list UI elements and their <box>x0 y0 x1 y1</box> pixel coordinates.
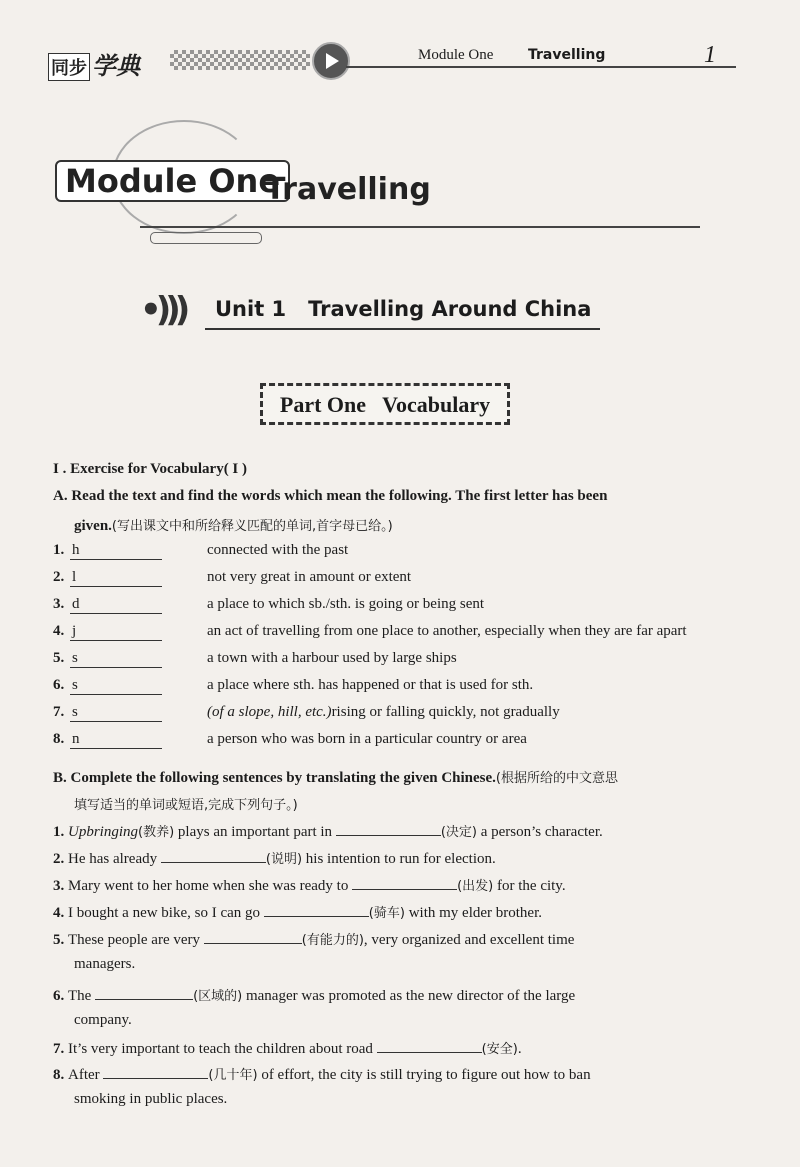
play-icon <box>312 42 350 80</box>
header-module: Module One <box>418 47 494 63</box>
item-b-sentence <box>53 929 574 949</box>
item-b-sentence <box>53 848 496 868</box>
exercise-b-instruction-line2: 填写适当的单词或短语,完成下列句子。) <box>74 798 298 813</box>
sentence-post: for the city. <box>493 878 566 894</box>
item-a-number: 8. <box>53 731 65 747</box>
definition-italic: (of a slope, hill, etc.) <box>207 704 332 720</box>
hint-cn: (安全) <box>481 1042 518 1057</box>
brand-logo <box>48 46 140 81</box>
sentence-post: a person’s character. <box>476 824 603 840</box>
module-pill-decoration <box>150 232 262 244</box>
item-a-first-letter: n <box>72 731 80 747</box>
item-b-number: 6. <box>53 988 68 1004</box>
brand-part2: 学典 <box>92 52 140 80</box>
item-a-number: 6. <box>53 677 65 693</box>
sentence-italic: Upbringing <box>68 824 139 840</box>
item-a-number: 5. <box>53 650 65 666</box>
answer-blank[interactable] <box>70 667 162 668</box>
hint-cn: (出发) <box>457 879 494 894</box>
definition-text: a person who was born in a particular country or area <box>207 731 527 747</box>
page-header <box>0 0 800 90</box>
answer-blank[interactable] <box>103 1064 208 1079</box>
sentence-pre: After <box>68 1067 104 1083</box>
sentence-pre: I bought a new bike, so I can go <box>68 905 264 921</box>
item-b-continuation: managers. <box>74 956 136 972</box>
hint-cn: (几十年) <box>208 1068 258 1083</box>
sentence-pre: plays an important part in <box>174 824 336 840</box>
answer-blank[interactable] <box>70 613 162 614</box>
definition-text: a town with a harbour used by large ships <box>207 650 457 666</box>
item-a-definition <box>207 596 484 613</box>
sentence-post: his intention to run for election. <box>302 851 496 867</box>
item-b-sentence <box>53 902 542 922</box>
answer-blank[interactable] <box>70 586 162 587</box>
page-number: 1 <box>704 42 716 68</box>
module-title-label: Module One <box>55 160 290 202</box>
answer-blank[interactable] <box>264 902 369 917</box>
item-a-number: 3. <box>53 596 65 612</box>
item-b-number: 5. <box>53 932 68 948</box>
item-a-number: 1. <box>53 542 65 558</box>
unit-rule <box>205 328 600 330</box>
item-a-first-letter: s <box>72 677 78 693</box>
instruction-b-cn: (根据所给的中文意思 <box>495 771 618 786</box>
definition-text: rising or falling quickly, not gradually <box>331 704 560 720</box>
answer-blank[interactable] <box>204 929 302 944</box>
exercise-a-instruction-line2 <box>74 515 393 535</box>
sentence-pre: It’s very important to teach the children about road <box>68 1041 377 1057</box>
sentence-post: , very organized and excellent time <box>363 932 575 948</box>
sentence-pre: The <box>68 988 96 1004</box>
answer-blank[interactable] <box>161 848 266 863</box>
exercise-a-instruction: A. Read the text and find the words which mean the following. The first letter has been <box>53 488 608 504</box>
item-b-continuation: smoking in public places. <box>74 1091 228 1107</box>
instruction-cn: (写出课文中和所给释义匹配的单词,首字母已给。) <box>111 519 393 534</box>
item-a-number: 2. <box>53 569 65 585</box>
item-a-definition <box>207 650 457 667</box>
item-a-definition <box>207 569 411 586</box>
unit-title: Unit 1 Travelling Around China <box>215 297 592 321</box>
sentence-post: manager was promoted as the new director of the large <box>242 988 576 1004</box>
module-title-name: Travelling <box>265 172 431 207</box>
sentence-post: . <box>517 1041 522 1057</box>
hint-cn: (决定) <box>440 825 477 840</box>
item-a-number: 4. <box>53 623 65 639</box>
answer-blank[interactable] <box>70 559 162 560</box>
item-a-definition <box>207 542 348 559</box>
item-a-definition <box>207 731 527 748</box>
sentence-pre: Mary went to her home when she was ready to <box>68 878 353 894</box>
hint-cn: (说明) <box>265 852 303 867</box>
answer-blank[interactable] <box>70 748 162 749</box>
item-a-first-letter: h <box>72 542 80 558</box>
answer-blank[interactable] <box>70 640 162 641</box>
answer-blank[interactable] <box>95 985 193 1000</box>
item-a-first-letter: j <box>72 623 77 639</box>
hint-cn: (区域的) <box>193 989 243 1004</box>
item-b-number: 1. <box>53 824 68 840</box>
section-title: I . Exercise for Vocabulary( I ) <box>53 461 248 477</box>
item-a-first-letter: l <box>72 569 77 585</box>
definition-text: a place to which sb./sth. is going or being sent <box>207 596 485 612</box>
item-a-definition <box>207 704 560 721</box>
item-a-first-letter: s <box>72 650 78 666</box>
item-b-continuation: company. <box>74 1012 132 1028</box>
item-b-number: 2. <box>53 851 68 867</box>
answer-blank[interactable] <box>70 694 162 695</box>
item-a-first-letter: d <box>72 596 80 612</box>
item-b-sentence <box>53 985 575 1005</box>
hint-cn: (骑车) <box>368 906 405 921</box>
module-rule <box>140 226 700 228</box>
sentence-pre: He has already <box>68 851 161 867</box>
item-a-definition <box>207 677 533 694</box>
definition-text: an act of travelling from one place to another, especially when they are far apart <box>207 623 687 639</box>
item-b-number: 4. <box>53 905 68 921</box>
item-b-sentence <box>53 821 603 841</box>
exercise-b-instruction <box>53 767 618 787</box>
header-topic: Travelling <box>528 47 606 63</box>
item-b-number: 8. <box>53 1067 68 1083</box>
sentence-cn: (教养) <box>138 825 175 840</box>
item-a-first-letter: s <box>72 704 78 720</box>
part-title-box <box>260 383 510 425</box>
unit-arcs-icon: •))) <box>140 290 185 330</box>
item-a-definition <box>207 623 687 640</box>
answer-blank[interactable] <box>70 721 162 722</box>
checker-pattern <box>170 50 310 70</box>
definition-text: not very great in amount or extent <box>207 569 412 585</box>
item-a-number: 7. <box>53 704 65 720</box>
item-b-sentence <box>53 1064 591 1084</box>
answer-blank[interactable] <box>352 875 457 890</box>
item-b-sentence <box>53 1038 522 1058</box>
header-rule <box>346 66 736 68</box>
sentence-post: of effort, the city is still trying to figure out how to ban <box>257 1067 591 1083</box>
sentence-pre: These people are very <box>68 932 204 948</box>
definition-text: a place where sth. has happened or that is used for sth. <box>207 677 534 693</box>
brand-part1: 同步 <box>48 53 90 81</box>
item-b-sentence <box>53 875 566 895</box>
hint-cn: (有能力的) <box>301 933 364 948</box>
item-b-number: 3. <box>53 878 68 894</box>
answer-blank[interactable] <box>377 1038 482 1053</box>
item-b-number: 7. <box>53 1041 68 1057</box>
definition-text: connected with the past <box>207 542 349 558</box>
answer-blank[interactable] <box>336 821 441 836</box>
part-title: Part One Vocabulary <box>279 392 491 417</box>
sentence-post: with my elder brother. <box>404 905 543 921</box>
instruction-given: given. <box>74 518 112 534</box>
instruction-b-en: B. Complete the following sentences by translating the given Chinese. <box>53 770 496 786</box>
